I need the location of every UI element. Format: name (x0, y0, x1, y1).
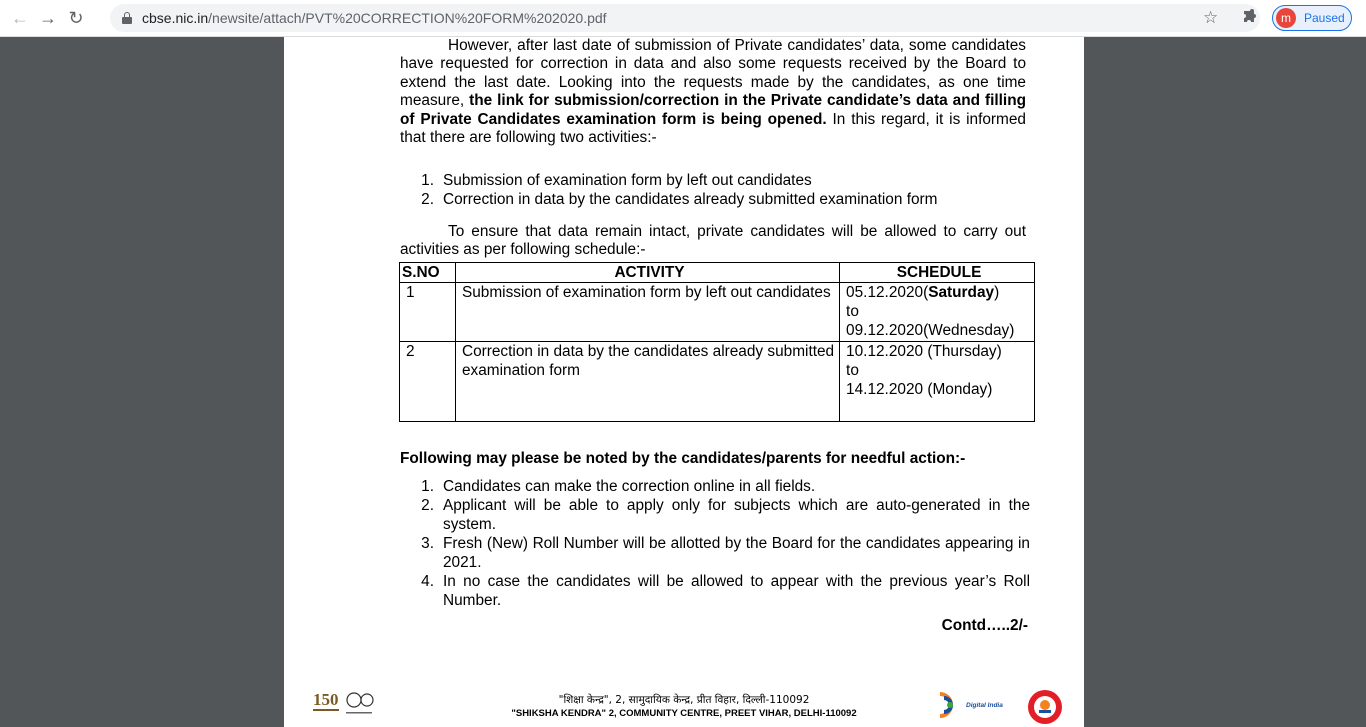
list-item (400, 171, 1030, 190)
list-number: 4. (421, 573, 434, 590)
cbse-150-years-logo-icon (312, 688, 374, 718)
cell-schedule (840, 283, 1035, 342)
address-hindi: "शिक्षा केन्द्र", 2, सामुदायिक केन्द्र, प्रीत विहार, दिल्ली-110092 (558, 694, 810, 706)
url-text (142, 10, 607, 26)
schedule-table (399, 262, 1035, 422)
table-header-row (400, 263, 1035, 283)
para1-text: However, after last date of submission of Private candidates’ data, some candidates have requested for correction in data and also some requests received by the Board to extend the last date. Looking into the requests made by the candidates, as one time measure, (400, 37, 1026, 110)
svg-text:150: 150 (313, 690, 339, 709)
schedule-paren: ) (994, 284, 1000, 301)
cell-activity: Correction in data by the candidates already submitted examination form (455, 342, 839, 422)
table-row (400, 283, 1035, 342)
list-text: In no case the candidates will be allowed to appear with the previous year’s Roll Number. (443, 573, 1030, 609)
list-number: 2. (421, 191, 434, 208)
list-number: 1. (421, 478, 434, 495)
profile-status: Paused (1304, 11, 1345, 25)
forward-arrow-icon[interactable]: → (39, 7, 57, 28)
list-item (400, 572, 1030, 610)
pdf-page (284, 37, 1084, 727)
list-number: 3. (421, 535, 434, 552)
url-host: cbse.nic.in (142, 10, 209, 26)
digital-india-logo-icon (936, 690, 1003, 718)
page-footer (284, 682, 1084, 727)
table-row (400, 342, 1035, 422)
header-schedule: SCHEDULE (840, 263, 1035, 283)
svg-text:Digital India: Digital India (966, 702, 1003, 709)
fit-india-seal-icon (1026, 688, 1064, 726)
para1-bold-text: the link for submission/correction in the Private candidate’s data and filling of Private Candidates examination form is being opened. (400, 92, 1026, 128)
paragraph-intro (400, 37, 1026, 147)
schedule-to: to (846, 362, 859, 379)
list-number: 1. (421, 172, 434, 189)
schedule-end-date: 09.12.2020(Wednesday) (846, 322, 1015, 339)
list-text: Submission of examination form by left out candidates (443, 172, 812, 189)
list-number: 2. (421, 497, 434, 514)
cell-activity: Submission of examination form by left out candidates (455, 283, 839, 342)
list-text: Candidates can make the correction online in all fields. (443, 478, 816, 495)
profile-button[interactable] (1272, 5, 1352, 31)
extensions-puzzle-icon[interactable] (1240, 8, 1260, 28)
list-text: Correction in data by the candidates already submitted examination form (443, 191, 938, 208)
schedule-date: 10.12.2020 (Thursday) (846, 343, 1002, 360)
para1-end-text: In this regard, it is informed that there are following two activities:- (400, 110, 1026, 147)
schedule-to: to (846, 303, 859, 320)
activities-list (400, 171, 1030, 209)
lock-icon (122, 12, 132, 24)
footer-address (484, 694, 884, 720)
back-arrow-icon[interactable]: ← (11, 7, 29, 28)
reload-icon[interactable]: ↻ (68, 7, 84, 28)
address-english: "SHIKSHA KENDRA" 2, COMMUNITY CENTRE, PREET VIHAR, DELHI-110092 (511, 708, 857, 719)
url-path: /newsite/attach/PVT%20CORRECTION%20FORM%202020.pdf (208, 10, 607, 26)
list-item (400, 190, 1030, 209)
header-sno: S.NO (400, 263, 456, 283)
schedule-date: 05.12.2020( (846, 284, 929, 301)
bookmark-star-icon[interactable]: ☆ (1203, 8, 1219, 27)
notes-list (400, 477, 1030, 610)
paragraph-schedule-intro: To ensure that data remain intact, private candidates will be allowed to carry out activities as per following schedule:- (400, 223, 1026, 259)
list-text: Applicant will be able to apply only for subjects which are auto-generated in the system. (443, 497, 1030, 533)
list-item (400, 477, 1030, 496)
schedule-day: Saturday (928, 284, 995, 301)
list-item (400, 534, 1030, 572)
notes-heading: Following may please be noted by the candidates/parents for needful action:- (400, 450, 966, 467)
schedule-end-date: 14.12.2020 (Monday) (846, 381, 993, 398)
browser-toolbar (0, 0, 1366, 37)
avatar: m (1276, 8, 1296, 28)
header-activity: ACTIVITY (455, 263, 839, 283)
cell-sno: 2 (400, 342, 456, 422)
list-text: Fresh (New) Roll Number will be allotted by the Board for the candidates appearing in 2021. (443, 535, 1030, 571)
cell-schedule (840, 342, 1035, 422)
cell-sno: 1 (400, 283, 456, 342)
list-item (400, 496, 1030, 534)
continued-marker: Contd…..2/- (941, 617, 1028, 634)
address-bar[interactable] (110, 4, 1260, 32)
